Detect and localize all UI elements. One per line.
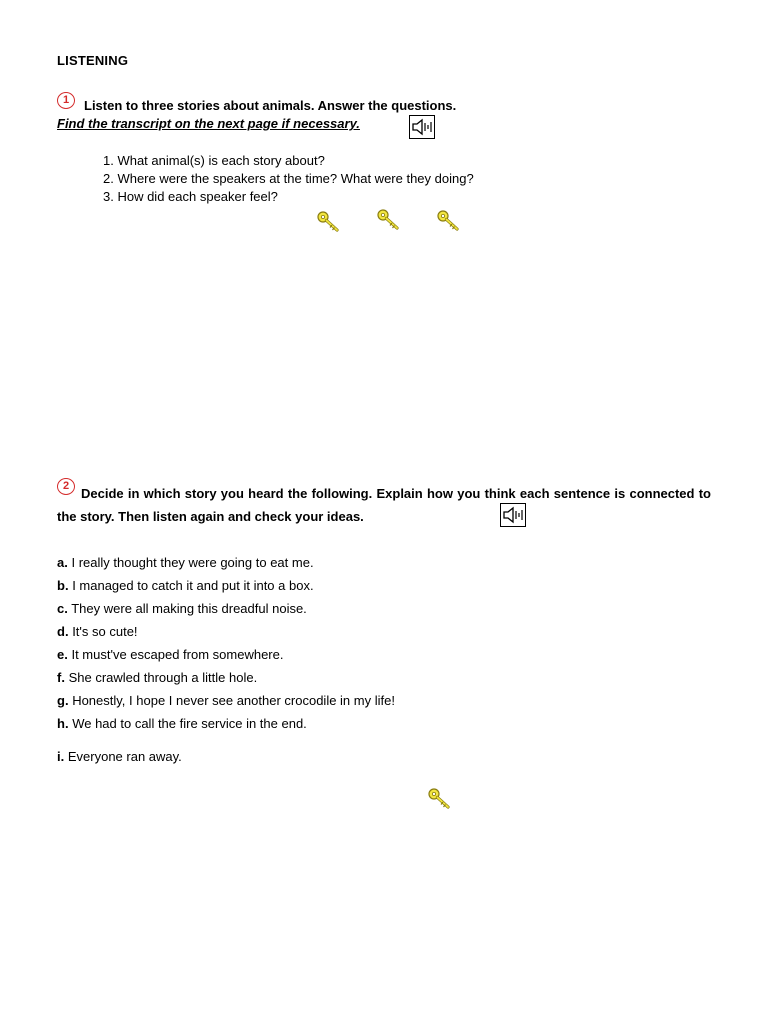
item-text: It must've escaped from somewhere. <box>71 647 284 662</box>
item-letter: d. <box>57 624 69 639</box>
answer-key-1-icon[interactable] <box>316 210 342 234</box>
item-text: She crawled through a little hole. <box>68 670 258 685</box>
speaker-audio-icon[interactable] <box>409 115 435 139</box>
exercise-1-transcript-note: Find the transcript on the next page if necessary. <box>57 116 360 131</box>
item-text: I managed to catch it and put it into a box. <box>72 578 314 593</box>
sentence-list <box>57 551 395 768</box>
item-text: I really thought they were going to eat me. <box>71 555 314 570</box>
question-item: 3. How did each speaker feel? <box>103 189 278 204</box>
item-text: They were all making this dreadful noise. <box>71 601 307 616</box>
list-item <box>57 574 395 597</box>
list-item <box>57 597 395 620</box>
section-title: LISTENING <box>57 53 129 68</box>
item-letter: f. <box>57 670 65 685</box>
list-item <box>57 745 395 768</box>
list-item <box>57 689 395 712</box>
exercise-1-number: 1 <box>57 92 75 109</box>
item-letter: b. <box>57 578 69 593</box>
item-letter: h. <box>57 716 69 731</box>
answer-key-3-icon[interactable] <box>436 209 462 233</box>
question-list <box>103 152 474 206</box>
item-letter: e. <box>57 647 68 662</box>
question-item: 2. Where were the speakers at the time? What were they doing? <box>103 171 474 186</box>
answer-key-icon[interactable] <box>427 787 453 811</box>
list-item <box>57 620 395 643</box>
item-letter: a. <box>57 555 68 570</box>
exercise-2-number: 2 <box>57 478 75 495</box>
list-item <box>57 666 395 689</box>
question-item: 1. What animal(s) is each story about? <box>103 153 325 168</box>
answer-key-2-icon[interactable] <box>376 208 402 232</box>
exercise-2-instruction-block <box>57 482 711 528</box>
exercise-1-instruction: Listen to three stories about animals. Answer the questions. <box>84 98 457 113</box>
item-text: We had to call the fire service in the end. <box>72 716 307 731</box>
exercise-2-instruction: Decide in which story you heard the following. Explain how you think each sentence is connected to the story. Then listen again and check your ideas. <box>57 486 711 524</box>
list-item <box>57 551 395 574</box>
item-letter: i. <box>57 749 65 764</box>
item-text: Honestly, I hope I never see another crocodile in my life! <box>72 693 395 708</box>
speaker-audio-icon[interactable] <box>500 503 526 527</box>
list-item <box>57 712 395 735</box>
list-item <box>57 643 395 666</box>
item-letter: c. <box>57 601 68 616</box>
item-text: Everyone ran away. <box>67 749 182 764</box>
item-text: It's so cute! <box>72 624 138 639</box>
item-letter: g. <box>57 693 69 708</box>
